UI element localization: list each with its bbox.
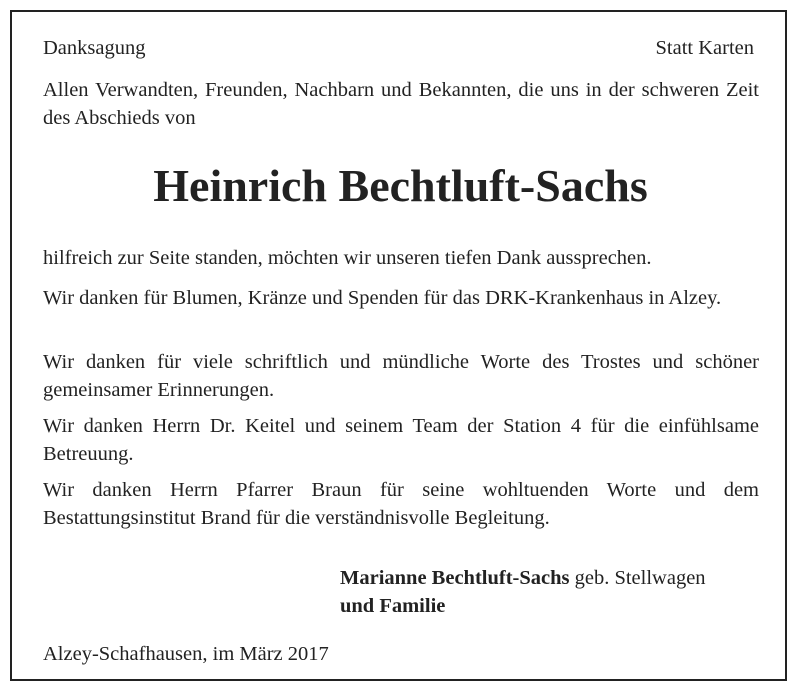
thanks-paragraph-2: Wir danken für Blumen, Kränze und Spenden für das DRK-Krankenhaus in Alzey.	[43, 287, 722, 309]
signature-name: Marianne Bechtluft-Sachs	[340, 567, 570, 589]
deceased-name: Heinrich Bechtluft-Sachs	[153, 160, 648, 211]
header-right: Statt Karten	[655, 37, 754, 59]
signature-maiden-name: geb. Stellwagen	[574, 567, 706, 589]
place-date: Alzey-Schafhausen, im März 2017	[43, 643, 329, 665]
thanks-paragraph-1: hilfreich zur Seite standen, möchten wir unseren tiefen Dank aussprechen.	[43, 247, 652, 269]
obituary-card	[10, 10, 787, 681]
header-left: Danksagung	[43, 37, 146, 59]
thanks-paragraph-5: Wir danken Herrn Pfarrer Braun für seine wohltuenden Worte und dem Bestattungsinstitut Brand für die verständnisvolle Begleitung.	[43, 479, 759, 529]
thanks-paragraph-3: Wir danken für viele schriftlich und mündliche Worte des Trostes und schöner gemeinsamer Erinnerungen.	[43, 351, 759, 401]
thanks-paragraph-4: Wir danken Herrn Dr. Keitel und seinem Team der Station 4 für die einfühlsame Betreuung.	[43, 415, 759, 465]
signature-family: und Familie	[340, 595, 446, 617]
intro-text: Allen Verwandten, Freunden, Nachbarn und Bekannten, die uns in der schweren Zeit des Abschieds von	[43, 79, 759, 129]
